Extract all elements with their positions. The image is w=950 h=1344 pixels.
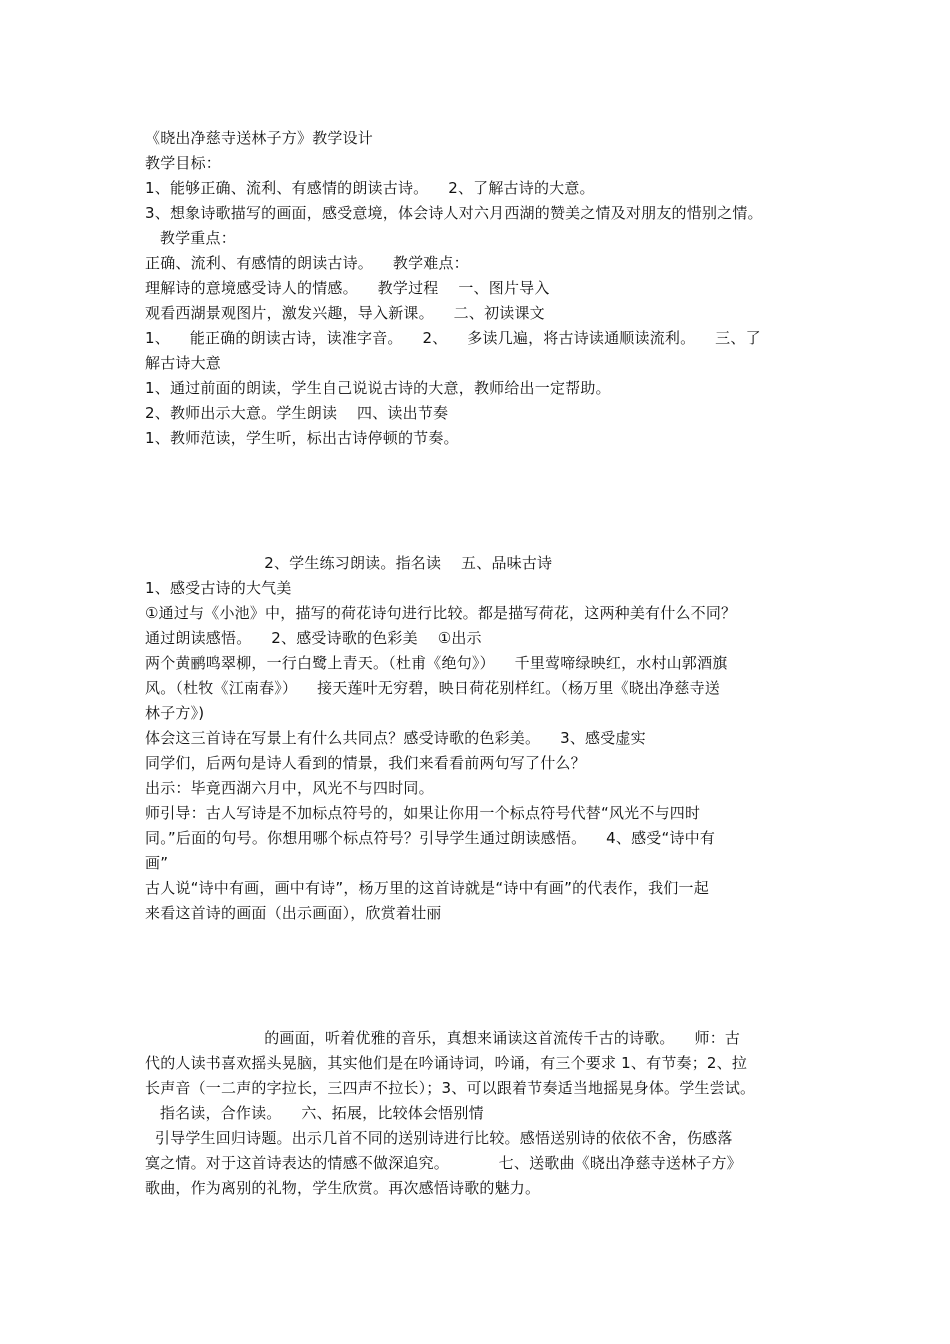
text-line: 教学重点：	[145, 229, 236, 247]
text-line: 3、想象诗歌描写的画面，感受意境，体会诗人对六月西湖的赞美之情及对朋友的惜别之情。	[145, 204, 763, 222]
text-line: 1、通过前面的朗读，学生自己说说古诗的大意，教师给出一定帮助。	[145, 379, 611, 397]
text-line: 两个黄鹂鸣翠柳，一行白鹭上青天。（杜甫《绝句》） 千里莺啼绿映红，水村山郭酒旗	[145, 654, 728, 672]
text-line: 解古诗大意	[145, 354, 222, 372]
text-line: 来看这首诗的画面（出示画面），欣赏着壮丽	[145, 904, 442, 922]
text-line: 教学目标：	[145, 154, 222, 172]
text-line: 的画面，听着优雅的音乐，真想来诵读这首流传千古的诗歌。 师：古	[145, 1029, 741, 1047]
text-line: 出示：毕竟西湖六月中，风光不与四时同。	[145, 779, 434, 797]
document-title: 《晓出净慈寺送林子方》教学设计	[145, 129, 374, 147]
text-line: 同学们，后两句是诗人看到的情景，我们来看看前两句写了什么？	[145, 754, 586, 772]
text-line: 同。”后面的句号。你想用哪个标点符号？引导学生通过朗读感悟。 4、感受“诗中有	[145, 829, 716, 847]
text-line: 歌曲，作为离别的礼物，学生欣赏。再次感悟诗歌的魅力。	[145, 1179, 541, 1197]
text-line: 正确、流利、有感情的朗读古诗。 教学难点：	[145, 254, 469, 272]
text-line: 寞之情。对于这首诗表达的情感不做深追究。 七、送歌曲《晓出净慈寺送林子方》	[145, 1154, 742, 1172]
text-line: 理解诗的意境感受诗人的情感。 教学过程 一、图片导入	[145, 279, 550, 297]
text-line: 1、教师范读，学生听，标出古诗停顿的节奏。	[145, 429, 459, 447]
text-line: 通过朗读感悟。 2、感受诗歌的色彩美 ①出示	[145, 629, 482, 647]
text-line: 代的人读书喜欢摇头晃脑，其实他们是在吟诵诗词，吟诵，有三个要求 1、有节奏；2、拉	[145, 1054, 748, 1072]
text-line: 风。（杜牧《江南春》） 接天莲叶无穷碧，映日荷花别样红。（杨万里《晓出净慈寺送	[145, 679, 720, 697]
text-line: 体会这三首诗在写景上有什么共同点？感受诗歌的色彩美。 3、感受虚实	[145, 729, 646, 747]
text-line: ①通过与《小池》中，描写的荷花诗句进行比较。都是描写荷花，这两种美有什么不同？	[145, 604, 737, 622]
text-line: 1、 能正确的朗读古诗，读准字音。 2、 多读几遍，将古诗读通顺读流利。 三、了	[145, 329, 761, 347]
text-line: 1、能够正确、流利、有感情的朗读古诗。 2、了解古诗的大意。	[145, 179, 595, 197]
text-line: 1、感受古诗的大气美	[145, 579, 292, 597]
text-line: 画”	[145, 854, 169, 872]
text-line: 林子方》)	[145, 704, 205, 722]
text-line: 古人说“诗中有画，画中有诗”，杨万里的这首诗就是“诗中有画”的代表作，我们一起	[145, 879, 709, 897]
text-line: 长声音（一二声的字拉长，三四声不拉长）；3、可以跟着节奏适当地摇晃身体。学生尝试。	[145, 1079, 756, 1097]
text-line: 2、教师出示大意。学生朗读 四、读出节奏	[145, 404, 449, 422]
text-line: 指名读，合作读。 六、拓展，比较体会悟别情	[145, 1104, 484, 1122]
text-line: 引导学生回归诗题。出示几首不同的送别诗进行比较。感悟送别诗的依依不舍，伤感落	[145, 1129, 733, 1147]
text-line: 观看西湖景观图片，激发兴趣，导入新课。 二、初读课文	[145, 304, 545, 322]
text-line: 师引导：古人写诗是不加标点符号的，如果让你用一个标点符号代替“风光不与四时	[145, 804, 701, 822]
text-line: 2、学生练习朗读。指名读 五、品味古诗	[145, 554, 553, 572]
